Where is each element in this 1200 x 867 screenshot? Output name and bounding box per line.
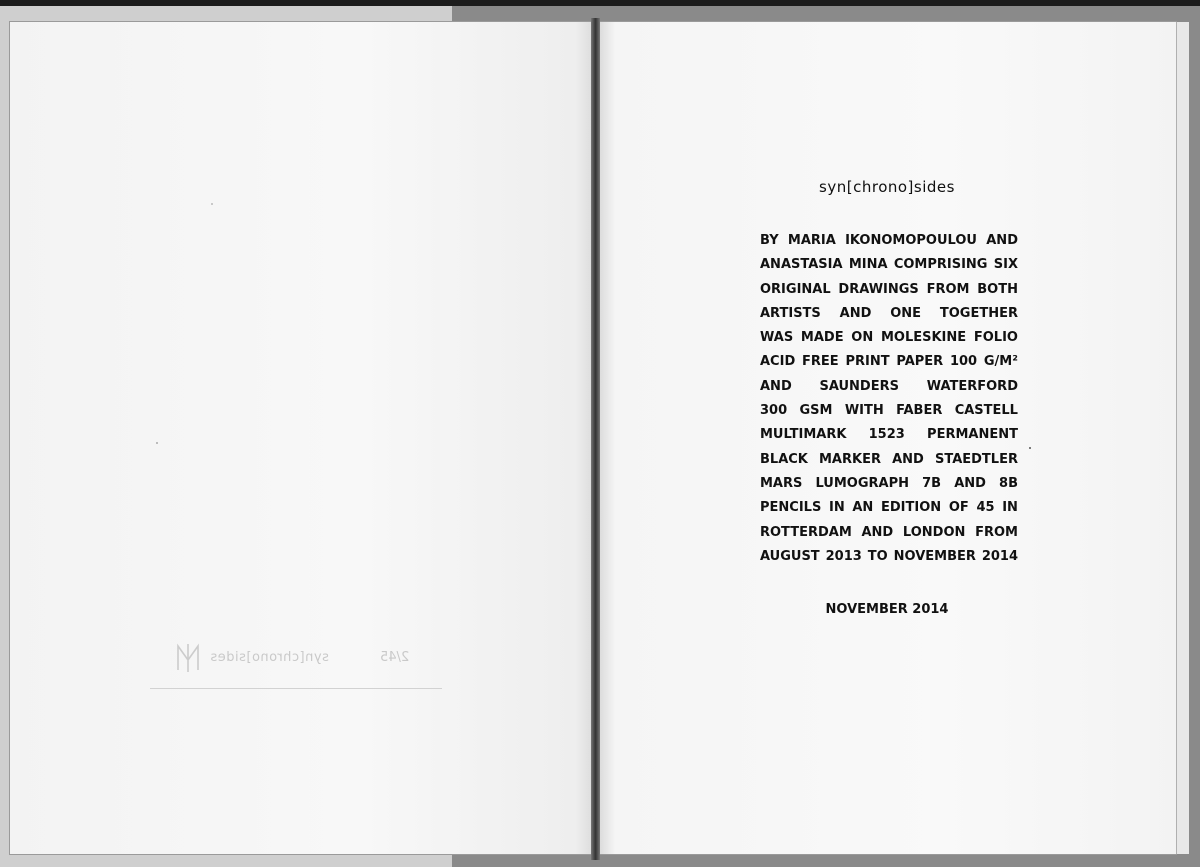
colophon-line <box>760 521 1018 545</box>
colophon-word: ACID <box>760 354 796 370</box>
colophon-word: IKONOMOPOULOU <box>845 233 977 248</box>
colophon-word: 1523 <box>868 427 905 443</box>
colophon-word: ANASTASIA <box>760 257 843 273</box>
colophon-word: BLACK <box>760 451 808 467</box>
colophon-word: EDITION <box>881 500 942 516</box>
colophon-word: 100 <box>949 354 978 370</box>
colophon-word: 45 <box>976 500 995 516</box>
colophon-word: MOLESKINE <box>880 330 967 346</box>
colophon-line <box>760 472 1018 496</box>
colophon-word: WITH <box>844 403 884 419</box>
colophon-word: AND <box>861 524 894 540</box>
colophon-word: AND <box>892 451 924 467</box>
colophon-word: NOVEMBER <box>893 548 976 564</box>
colophon-word: 300 <box>760 403 788 419</box>
colophon-word: AN <box>852 500 874 516</box>
paper-speck <box>211 203 213 205</box>
colophon-text <box>760 229 1018 569</box>
colophon-word: AND <box>986 233 1018 248</box>
colophon-line <box>760 545 1018 569</box>
colophon-word: ARTISTS <box>760 305 821 321</box>
colophon-word: TOGETHER <box>939 305 1018 321</box>
paper-speck <box>156 442 158 444</box>
colophon-line <box>760 278 1018 302</box>
colophon-line <box>760 350 1018 374</box>
colophon-word: TO <box>867 548 888 564</box>
colophon-word: 2013 <box>825 548 862 564</box>
colophon-title: syn[chrono]sides <box>819 178 955 196</box>
ghost-edition-number: 2/45 <box>380 650 410 665</box>
colophon-line <box>760 229 1018 253</box>
colophon-word: AND <box>954 475 986 491</box>
left-page <box>10 22 593 854</box>
colophon-word: BOTH <box>977 281 1018 297</box>
colophon-word: COMPRISING <box>893 257 988 273</box>
colophon-word: AND <box>839 305 872 321</box>
page-stack-edge <box>1176 22 1189 854</box>
colophon-word: BY <box>760 233 779 248</box>
colophon-word: DRAWINGS <box>838 281 919 297</box>
colophon-line <box>760 253 1018 277</box>
colophon-word: SIX <box>993 257 1018 273</box>
colophon-line <box>760 302 1018 326</box>
colophon-word: MADE <box>800 330 844 346</box>
colophon-word: ONE <box>890 305 922 321</box>
colophon-word: PERMANENT <box>927 427 1018 443</box>
colophon-word: WAS <box>760 330 794 346</box>
colophon-word: MARS <box>760 475 803 491</box>
ghost-impression <box>150 636 442 692</box>
colophon-word: LUMOGRAPH <box>815 475 909 491</box>
colophon-word: FROM <box>975 524 1018 540</box>
colophon-word: STAEDTLER <box>934 451 1018 467</box>
monogram-signature-icon <box>174 640 204 674</box>
colophon-word: FOLIO <box>973 330 1018 346</box>
book-gutter <box>591 18 600 860</box>
colophon-word: GSM <box>799 403 833 419</box>
colophon-date: NOVEMBER 2014 <box>825 602 949 617</box>
paper-speck <box>1029 447 1031 449</box>
colophon-word: ORIGINAL <box>760 281 831 297</box>
signature-line <box>150 688 442 689</box>
colophon-line <box>760 496 1018 520</box>
colophon-word: G/M² <box>983 354 1018 370</box>
colophon-line <box>760 326 1018 350</box>
colophon-word: 7B <box>922 475 942 491</box>
colophon-word: IN <box>1002 500 1018 516</box>
colophon-word: ON <box>851 330 874 346</box>
colophon-word: MULTIMARK <box>760 427 847 443</box>
colophon-word: LONDON <box>902 524 966 540</box>
colophon-word: SAUNDERS <box>819 378 899 394</box>
colophon-line <box>760 448 1018 472</box>
colophon-word: AND <box>760 378 792 394</box>
colophon-word: 8B <box>999 475 1018 491</box>
colophon-word: PENCILS <box>760 500 822 516</box>
colophon-line <box>760 399 1018 423</box>
colophon-word: ROTTERDAM <box>760 524 852 540</box>
colophon-word: OF <box>948 500 969 516</box>
colophon-word: FREE <box>802 354 839 370</box>
colophon-word: CASTELL <box>954 403 1018 419</box>
colophon-word: MARKER <box>819 451 881 467</box>
colophon-word: PRINT <box>845 354 890 370</box>
colophon-word: AUGUST <box>760 548 820 564</box>
colophon-word: FABER <box>896 403 943 419</box>
colophon-word: 2014 <box>981 548 1018 564</box>
ghost-title: syn[chrono]sides <box>210 650 329 665</box>
colophon-word: MARIA <box>787 233 836 248</box>
colophon-word: MINA <box>848 257 888 273</box>
colophon-line <box>760 375 1018 399</box>
colophon-word: IN <box>828 500 845 516</box>
colophon-word: PAPER <box>896 354 944 370</box>
colophon-line <box>760 423 1018 447</box>
colophon-word: FROM <box>926 281 970 297</box>
colophon-word: WATERFORD <box>926 378 1018 394</box>
